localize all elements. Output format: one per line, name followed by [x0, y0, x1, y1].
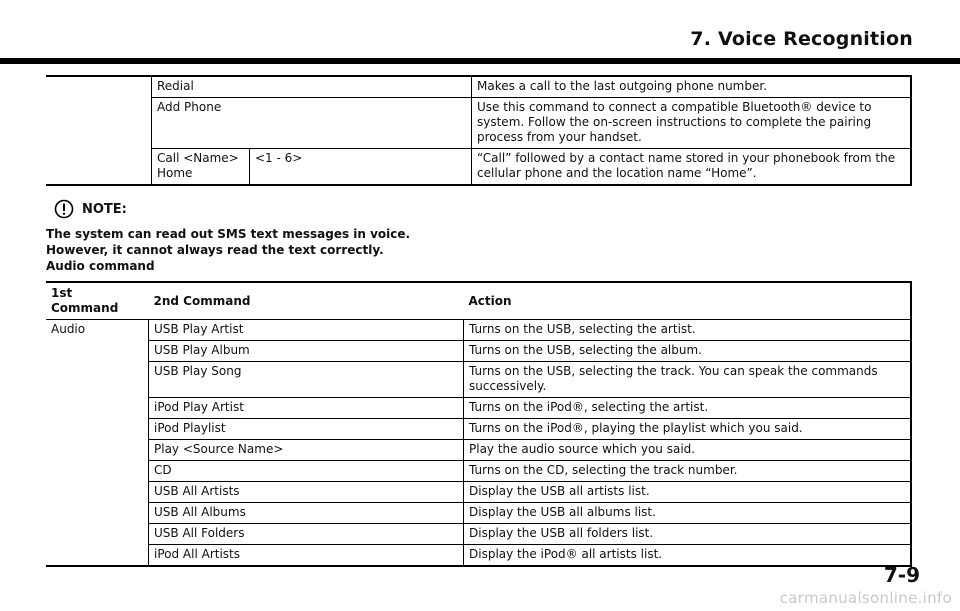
- header-rule: [0, 58, 960, 64]
- command-cell: Redial: [152, 76, 472, 98]
- command-cell: USB All Albums: [149, 503, 464, 524]
- table-row: [46, 524, 911, 545]
- note-label: NOTE:: [82, 201, 127, 217]
- action-cell: Display the USB all albums list.: [464, 503, 912, 524]
- command-cell: USB All Folders: [149, 524, 464, 545]
- action-cell: Turns on the USB, selecting the artist.: [464, 320, 912, 341]
- action-cell: Use this command to connect a compatible Bluetooth® device to system. Follow the on-screen instructions to complete the pairing process from your handset.: [472, 98, 912, 149]
- action-cell: Turns on the iPod®, selecting the artist.: [464, 398, 912, 419]
- command-cell: USB All Artists: [149, 482, 464, 503]
- section-title: Audio command: [46, 259, 155, 273]
- note-line: The system can read out SMS text messages in voice.: [46, 227, 411, 241]
- audio-command-table: [46, 281, 912, 567]
- command-cell: CD: [149, 461, 464, 482]
- action-cell: “Call” followed by a contact name stored in your phonebook from the cellular phone and the location name “Home”.: [472, 149, 912, 186]
- command-cell: USB Play Song: [149, 362, 464, 398]
- table-row: [46, 545, 911, 567]
- note-heading: [54, 199, 127, 219]
- table-row: [46, 440, 911, 461]
- phone-command-table: [46, 75, 912, 186]
- note-line: However, it cannot always read the text correctly.: [46, 243, 384, 257]
- command-cell: Play <Source Name>: [149, 440, 464, 461]
- action-cell: Turns on the USB, selecting the album.: [464, 341, 912, 362]
- page-number: 7-9: [883, 563, 920, 587]
- table-row: [46, 503, 911, 524]
- table-header-row: [46, 282, 911, 320]
- command-cell: USB Play Artist: [149, 320, 464, 341]
- watermark-text: carmanualsonline.info: [779, 589, 952, 607]
- command-cell: iPod All Artists: [149, 545, 464, 567]
- action-cell: Turns on the CD, selecting the track number.: [464, 461, 912, 482]
- action-cell: Turns on the iPod®, playing the playlist which you said.: [464, 419, 912, 440]
- note-body: [46, 226, 410, 274]
- table-row: [46, 149, 911, 186]
- action-cell: Play the audio source which you said.: [464, 440, 912, 461]
- command-cell: Call <Name> Home: [152, 149, 250, 186]
- table-row: [46, 482, 911, 503]
- action-cell: Turns on the USB, selecting the track. You can speak the commands successively.: [464, 362, 912, 398]
- command-cell: Add Phone: [152, 98, 472, 149]
- action-cell: Display the iPod® all artists list.: [464, 545, 912, 567]
- chapter-title: 7. Voice Recognition: [690, 28, 913, 50]
- command-cell: USB Play Album: [149, 341, 464, 362]
- command-cell: iPod Playlist: [149, 419, 464, 440]
- table-row: [46, 341, 911, 362]
- action-cell: Display the USB all folders list.: [464, 524, 912, 545]
- exclamation-icon: [54, 199, 74, 219]
- command-cell: iPod Play Artist: [149, 398, 464, 419]
- table-row: [46, 419, 911, 440]
- column-header: 1st Command: [46, 282, 149, 320]
- table-row: [46, 362, 911, 398]
- first-command-cell: Audio: [51, 322, 86, 336]
- table-row: [46, 461, 911, 482]
- action-cell: Display the USB all artists list.: [464, 482, 912, 503]
- column-header: 2nd Command: [149, 282, 464, 320]
- table-row: [46, 398, 911, 419]
- column-header: Action: [464, 282, 912, 320]
- table-row: [46, 76, 911, 98]
- table-row: [46, 98, 911, 149]
- action-cell: Makes a call to the last outgoing phone number.: [472, 76, 912, 98]
- param-cell: <1 - 6>: [250, 149, 472, 186]
- table-row: [46, 320, 911, 341]
